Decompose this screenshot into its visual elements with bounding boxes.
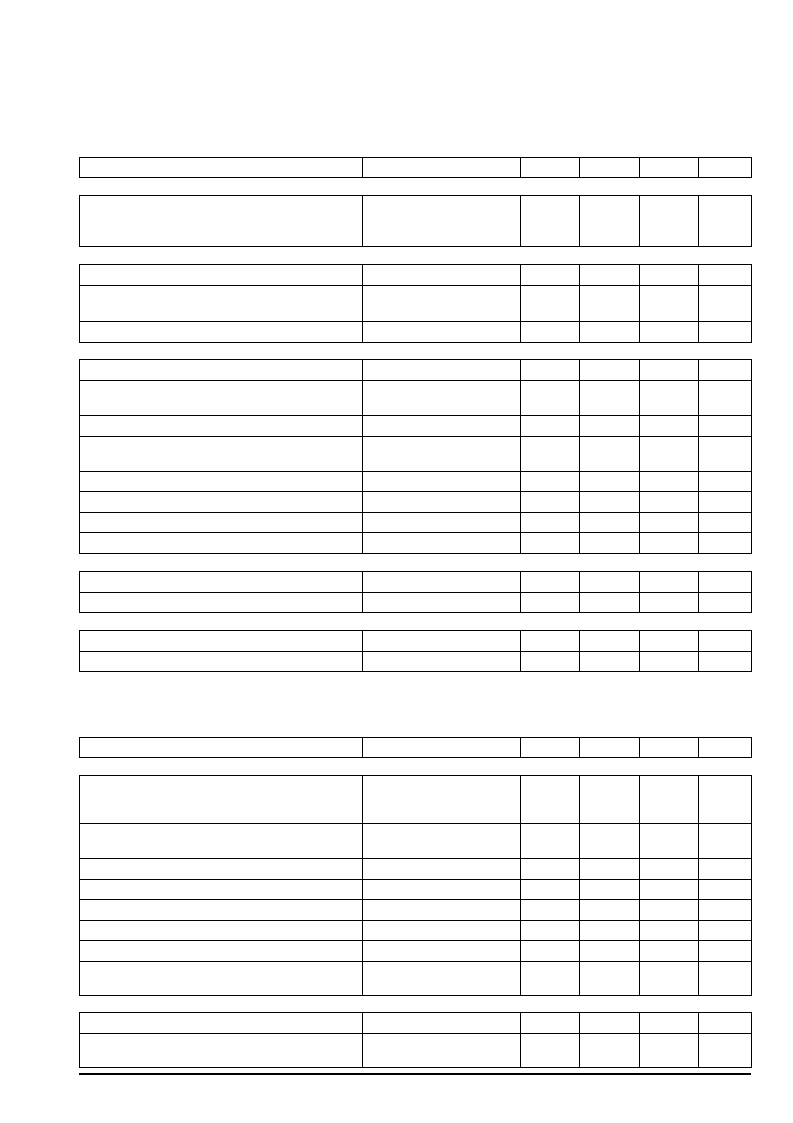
- table-cell: [521, 921, 580, 941]
- table-row: [80, 472, 752, 492]
- table-cell: [521, 652, 580, 672]
- section1-header-table: [79, 157, 752, 178]
- table-cell: [521, 941, 580, 962]
- table-cell: [580, 593, 640, 613]
- table-cell: [521, 1034, 580, 1068]
- table-row: [80, 652, 752, 672]
- table-cell: [580, 1013, 640, 1034]
- table-cell: [80, 631, 363, 652]
- table-cell: [580, 416, 640, 437]
- table-cell: [363, 286, 521, 322]
- table-cell: [580, 900, 640, 921]
- table-cell: [80, 286, 363, 322]
- table-cell: [699, 900, 752, 921]
- table-cell: [580, 196, 640, 247]
- table-cell: [363, 921, 521, 941]
- table-row: [80, 265, 752, 286]
- table-cell: [521, 859, 580, 880]
- table-cell: [521, 360, 580, 381]
- header-cell: [699, 738, 752, 758]
- table-cell: [580, 859, 640, 880]
- section2-group1-table: [79, 775, 752, 996]
- table-cell: [521, 631, 580, 652]
- table-row: [80, 631, 752, 652]
- table-cell: [363, 322, 521, 343]
- table-row: [80, 921, 752, 941]
- table-cell: [640, 880, 699, 900]
- table-cell: [640, 416, 699, 437]
- table-cell: [580, 381, 640, 416]
- table-cell: [699, 962, 752, 996]
- section1-group4-table: [79, 571, 752, 613]
- header-cell: [640, 738, 699, 758]
- table-cell: [363, 360, 521, 381]
- table-cell: [363, 381, 521, 416]
- table-cell: [699, 921, 752, 941]
- table-header-row: [80, 158, 752, 178]
- table-cell: [363, 572, 521, 593]
- section1-group3-table: [79, 359, 752, 554]
- table-cell: [580, 572, 640, 593]
- table-cell: [521, 322, 580, 343]
- table-cell: [363, 776, 521, 824]
- table-cell: [363, 824, 521, 859]
- table-cell: [699, 381, 752, 416]
- table-cell: [640, 1013, 699, 1034]
- table-cell: [80, 652, 363, 672]
- table-cell: [580, 1034, 640, 1068]
- table-cell: [80, 472, 363, 492]
- table-row: [80, 492, 752, 513]
- table-cell: [363, 859, 521, 880]
- table-cell: [699, 776, 752, 824]
- table-cell: [363, 533, 521, 554]
- table-row: [80, 437, 752, 472]
- table-cell: [80, 1034, 363, 1068]
- table-cell: [80, 1013, 363, 1034]
- header-cell: [580, 158, 640, 178]
- table-cell: [80, 437, 363, 472]
- table-cell: [699, 492, 752, 513]
- table-cell: [640, 265, 699, 286]
- table-cell: [699, 360, 752, 381]
- header-cell: [80, 158, 363, 178]
- table-cell: [580, 824, 640, 859]
- table-cell: [363, 900, 521, 921]
- table-cell: [363, 631, 521, 652]
- table-cell: [363, 593, 521, 613]
- table-cell: [580, 286, 640, 322]
- table-cell: [80, 941, 363, 962]
- table-cell: [580, 776, 640, 824]
- table-cell: [521, 381, 580, 416]
- table-cell: [640, 572, 699, 593]
- table-cell: [80, 492, 363, 513]
- section2-group2-table: [79, 1012, 752, 1068]
- table-row: [80, 533, 752, 554]
- table-cell: [699, 513, 752, 533]
- table-cell: [363, 962, 521, 996]
- table-row: [80, 941, 752, 962]
- table-cell: [699, 322, 752, 343]
- table-cell: [521, 776, 580, 824]
- table-cell: [80, 900, 363, 921]
- table-cell: [521, 437, 580, 472]
- table-cell: [521, 824, 580, 859]
- table-cell: [699, 859, 752, 880]
- table-row: [80, 513, 752, 533]
- header-cell: [80, 738, 363, 758]
- table-cell: [521, 492, 580, 513]
- table-row: [80, 880, 752, 900]
- table-cell: [363, 492, 521, 513]
- table-cell: [580, 921, 640, 941]
- table-cell: [699, 416, 752, 437]
- table-cell: [80, 381, 363, 416]
- table-header-row: [80, 738, 752, 758]
- table-row: [80, 962, 752, 996]
- table-cell: [580, 265, 640, 286]
- table-row: [80, 824, 752, 859]
- table-cell: [80, 962, 363, 996]
- table-cell: [699, 1034, 752, 1068]
- table-cell: [699, 265, 752, 286]
- table-row: [80, 196, 752, 247]
- table-cell: [521, 472, 580, 492]
- table-cell: [363, 1034, 521, 1068]
- table-row: [80, 1013, 752, 1034]
- table-cell: [580, 437, 640, 472]
- table-cell: [699, 533, 752, 554]
- table-cell: [640, 472, 699, 492]
- table-row: [80, 859, 752, 880]
- table-cell: [640, 1034, 699, 1068]
- table-cell: [80, 265, 363, 286]
- table-cell: [521, 900, 580, 921]
- table-cell: [699, 437, 752, 472]
- table-cell: [580, 472, 640, 492]
- table-cell: [363, 265, 521, 286]
- table-cell: [640, 492, 699, 513]
- table-cell: [640, 900, 699, 921]
- table-cell: [363, 437, 521, 472]
- table-cell: [640, 593, 699, 613]
- table-cell: [640, 941, 699, 962]
- table-row: [80, 593, 752, 613]
- section1-group1-table: [79, 195, 752, 247]
- table-cell: [699, 1013, 752, 1034]
- table-cell: [363, 652, 521, 672]
- table-cell: [640, 859, 699, 880]
- header-cell: [699, 158, 752, 178]
- header-cell: [640, 158, 699, 178]
- table-cell: [80, 196, 363, 247]
- header-cell: [521, 158, 580, 178]
- table-cell: [521, 196, 580, 247]
- table-cell: [80, 593, 363, 613]
- section1-group2-table: [79, 264, 752, 343]
- table-cell: [521, 962, 580, 996]
- table-cell: [521, 265, 580, 286]
- table-cell: [580, 322, 640, 343]
- table-cell: [640, 360, 699, 381]
- table-row: [80, 572, 752, 593]
- table-cell: [699, 631, 752, 652]
- table-cell: [699, 824, 752, 859]
- table-cell: [580, 880, 640, 900]
- table-cell: [363, 513, 521, 533]
- table-cell: [640, 513, 699, 533]
- table-cell: [580, 513, 640, 533]
- header-cell: [580, 738, 640, 758]
- section2-header-table: [79, 737, 752, 758]
- table-cell: [80, 533, 363, 554]
- table-cell: [521, 880, 580, 900]
- table-cell: [521, 1013, 580, 1034]
- table-row: [80, 322, 752, 343]
- table-cell: [363, 196, 521, 247]
- table-cell: [699, 286, 752, 322]
- table-cell: [640, 652, 699, 672]
- table-cell: [521, 416, 580, 437]
- table-row: [80, 416, 752, 437]
- header-cell: [363, 738, 521, 758]
- table-cell: [640, 824, 699, 859]
- bottom-rule: [79, 1073, 751, 1075]
- table-row: [80, 776, 752, 824]
- table-cell: [580, 360, 640, 381]
- table-cell: [580, 962, 640, 996]
- table-cell: [640, 286, 699, 322]
- table-cell: [640, 631, 699, 652]
- table-cell: [699, 652, 752, 672]
- table-cell: [80, 824, 363, 859]
- table-cell: [640, 437, 699, 472]
- table-row: [80, 1034, 752, 1068]
- table-row: [80, 381, 752, 416]
- table-cell: [580, 492, 640, 513]
- header-cell: [521, 738, 580, 758]
- table-cell: [640, 533, 699, 554]
- table-cell: [580, 941, 640, 962]
- table-cell: [521, 572, 580, 593]
- table-cell: [699, 880, 752, 900]
- table-cell: [521, 513, 580, 533]
- table-cell: [640, 962, 699, 996]
- table-cell: [80, 322, 363, 343]
- table-cell: [640, 776, 699, 824]
- table-cell: [521, 533, 580, 554]
- table-cell: [699, 196, 752, 247]
- table-cell: [80, 360, 363, 381]
- table-cell: [699, 472, 752, 492]
- table-row: [80, 286, 752, 322]
- table-cell: [80, 513, 363, 533]
- table-cell: [580, 652, 640, 672]
- table-cell: [521, 593, 580, 613]
- table-cell: [580, 533, 640, 554]
- table-cell: [80, 416, 363, 437]
- table-row: [80, 900, 752, 921]
- table-cell: [580, 631, 640, 652]
- table-cell: [80, 776, 363, 824]
- table-cell: [80, 921, 363, 941]
- table-cell: [363, 416, 521, 437]
- table-cell: [80, 859, 363, 880]
- table-cell: [80, 572, 363, 593]
- table-cell: [699, 572, 752, 593]
- table-cell: [521, 286, 580, 322]
- table-cell: [363, 472, 521, 492]
- table-row: [80, 360, 752, 381]
- section1-group5-table: [79, 630, 752, 672]
- table-cell: [640, 381, 699, 416]
- table-cell: [80, 880, 363, 900]
- table-cell: [699, 941, 752, 962]
- table-cell: [363, 941, 521, 962]
- table-cell: [640, 322, 699, 343]
- header-cell: [363, 158, 521, 178]
- table-cell: [640, 921, 699, 941]
- table-cell: [640, 196, 699, 247]
- table-cell: [699, 593, 752, 613]
- table-cell: [363, 880, 521, 900]
- table-cell: [363, 1013, 521, 1034]
